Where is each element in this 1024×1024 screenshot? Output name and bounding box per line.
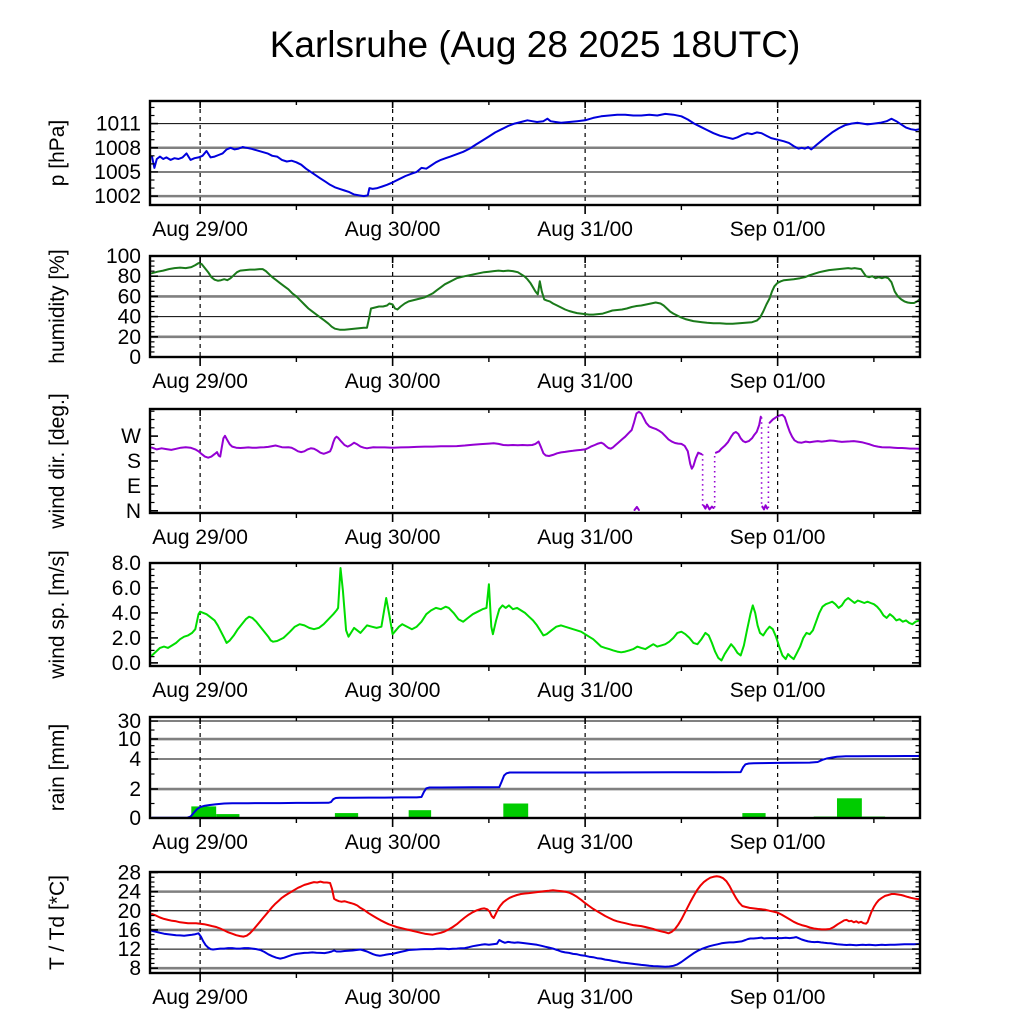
panel-frame — [150, 409, 920, 513]
y-tick-label: 2.0 — [111, 626, 141, 650]
panel-rain — [46, 710, 920, 854]
y-tick-label: 60 — [117, 285, 141, 309]
temperature-line — [152, 876, 920, 936]
x-tick-label: Aug 31/00 — [537, 831, 634, 854]
panel-frame — [150, 563, 920, 666]
wind-direction-line — [152, 412, 701, 469]
y-tick-label: 16 — [117, 918, 141, 942]
x-tick-label: Sep 01/00 — [729, 986, 826, 1009]
x-tick-label: Aug 30/00 — [344, 526, 441, 549]
panel-pressure — [46, 101, 920, 241]
x-tick-label: Aug 29/00 — [152, 679, 249, 702]
y-tick-label: 4.0 — [111, 601, 141, 625]
y-tick-label: 80 — [117, 265, 141, 289]
y-tick-label: 100 — [105, 245, 141, 268]
y-tick-label: 1011 — [95, 112, 141, 136]
pressure-line — [152, 114, 920, 196]
y-tick-label: N — [125, 499, 141, 523]
y-tick-label: 8.0 — [111, 552, 141, 575]
y-tick-label: 8 — [129, 957, 141, 981]
y-tick-label: 2 — [129, 778, 141, 802]
x-tick-label: Sep 01/00 — [729, 831, 826, 854]
x-tick-label: Aug 30/00 — [344, 370, 441, 393]
wind-direction-line — [704, 505, 714, 510]
x-tick-label: Sep 01/00 — [729, 526, 826, 549]
y-tick-label: 0 — [129, 346, 141, 369]
y-tick-label: 0.0 — [111, 651, 141, 675]
accumulated-rain-line — [152, 756, 920, 818]
y-tick-label: 12 — [117, 938, 141, 962]
x-tick-label: Sep 01/00 — [729, 679, 826, 702]
y-tick-label: 20 — [117, 899, 141, 923]
panel-humidity — [46, 245, 920, 393]
wind-direction-line — [716, 417, 761, 453]
x-tick-label: Aug 30/00 — [344, 679, 441, 702]
y-tick-label: 10 — [117, 728, 141, 752]
x-tick-label: Aug 29/00 — [152, 218, 249, 241]
y-tick-label: 30 — [117, 710, 141, 734]
x-tick-label: Aug 31/00 — [537, 370, 634, 393]
y-axis-title: rain [mm] — [46, 723, 69, 812]
y-tick-label: 24 — [117, 880, 141, 904]
x-tick-label: Aug 31/00 — [537, 526, 634, 549]
y-tick-label: 40 — [117, 305, 141, 329]
y-tick-label: W — [121, 425, 141, 449]
panel-wind-direction — [46, 393, 920, 549]
y-axis-title: p [hPa] — [46, 119, 69, 187]
x-tick-label: Sep 01/00 — [729, 218, 826, 241]
panel-frame — [150, 872, 920, 973]
y-tick-label: 0 — [129, 807, 141, 830]
panel-wind-speed — [46, 550, 920, 702]
x-tick-label: Aug 30/00 — [344, 831, 441, 854]
wind-direction-line — [635, 507, 639, 510]
wind-direction-line — [770, 415, 920, 449]
x-tick-label: Aug 29/00 — [152, 831, 249, 854]
y-axis-title: humidity [%] — [46, 249, 69, 364]
y-axis-title: wind dir. [deg.] — [46, 393, 69, 529]
x-tick-label: Aug 30/00 — [344, 218, 441, 241]
rain-bar — [837, 798, 862, 818]
y-axis-title: wind sp. [m/s] — [46, 550, 69, 679]
x-tick-label: Aug 30/00 — [344, 986, 441, 1009]
y-tick-label: E — [126, 474, 141, 498]
y-tick-label: 1005 — [94, 160, 141, 184]
y-tick-label: S — [126, 450, 141, 473]
y-axis-title: T / Td [*C] — [46, 875, 69, 970]
wind-speed-line — [152, 568, 920, 660]
x-tick-label: Aug 31/00 — [537, 679, 634, 702]
y-tick-label: 6.0 — [111, 576, 141, 600]
y-tick-label: 1002 — [94, 185, 141, 209]
y-tick-label: 20 — [117, 325, 141, 349]
panel-temperature — [46, 861, 920, 1009]
x-tick-label: Aug 29/00 — [152, 986, 249, 1009]
x-tick-label: Aug 31/00 — [537, 986, 634, 1009]
x-tick-label: Sep 01/00 — [729, 370, 826, 393]
x-tick-label: Aug 29/00 — [152, 526, 249, 549]
chart-title: Karlsruhe (Aug 28 2025 18UTC) — [269, 24, 801, 65]
rain-bar — [503, 804, 528, 818]
wind-direction-line — [762, 505, 767, 509]
x-tick-label: Aug 29/00 — [152, 370, 249, 393]
y-tick-label: 4 — [129, 748, 141, 772]
y-tick-label: 28 — [117, 861, 141, 885]
y-tick-label: 1008 — [94, 136, 141, 160]
x-tick-label: Aug 31/00 — [537, 218, 634, 241]
